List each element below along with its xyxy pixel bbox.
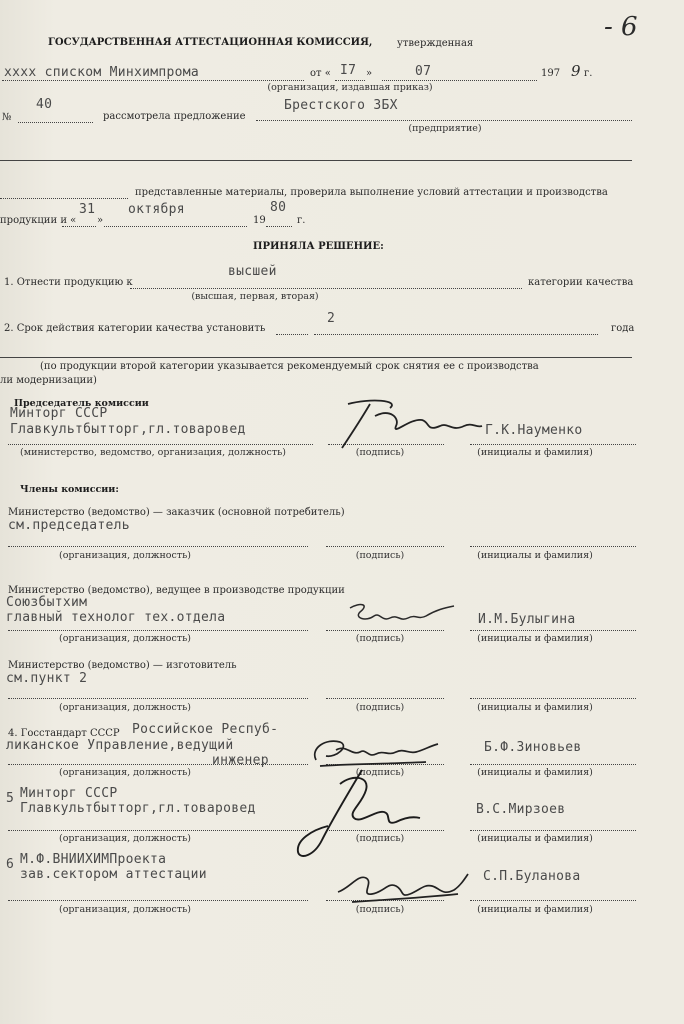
member4-name-caption: (инициалы и фамилия) bbox=[477, 767, 593, 778]
quality-category-value: высшей bbox=[228, 264, 277, 279]
chairman-name: Г.К.Науменко bbox=[485, 423, 583, 438]
production-day: 31 bbox=[79, 202, 96, 217]
member5-org-line bbox=[8, 830, 308, 831]
member1-value: см.председатель bbox=[8, 518, 130, 533]
production-day-line bbox=[62, 226, 96, 227]
item1-suffix: категории качества bbox=[528, 277, 634, 288]
number-line bbox=[18, 122, 93, 123]
member6-sign-caption: (подпись) bbox=[355, 904, 405, 915]
item2-label: 2. Срок действия категории качества установить bbox=[4, 323, 266, 334]
member4-line2: ликанское Управление,ведущий bbox=[6, 738, 234, 753]
order-year-prefix: 197 bbox=[541, 68, 561, 79]
issuer-line bbox=[2, 80, 304, 81]
issuer-value: хххх списком Минхимпрома bbox=[4, 65, 200, 80]
member2-signature bbox=[346, 598, 456, 634]
chairman-label: Председатель комиссии bbox=[14, 398, 149, 409]
approved-label: утвержденная bbox=[397, 38, 474, 49]
member5-num: 5 bbox=[6, 791, 15, 806]
member5-sign-caption: (подпись) bbox=[355, 833, 405, 844]
production-month-line bbox=[104, 226, 247, 227]
member3-name-line bbox=[470, 698, 636, 699]
blank-line bbox=[0, 160, 632, 161]
member3-label: Министерство (ведомство) — изготовитель bbox=[8, 660, 237, 671]
member1-name-line bbox=[470, 546, 636, 547]
production-close-quote: » bbox=[97, 215, 104, 226]
number-label: № bbox=[2, 112, 12, 123]
enterprise-line bbox=[256, 120, 632, 121]
chairman-org-line1: Минторг СССР bbox=[10, 406, 108, 421]
member1-org-line bbox=[8, 546, 308, 547]
member4-label: 4. Госстандарт СССР bbox=[8, 728, 120, 739]
member6-org-caption: (организация, должность) bbox=[59, 904, 191, 915]
order-month-line bbox=[382, 80, 537, 81]
member2-label: Министерство (ведомство), ведущее в производстве продукции bbox=[8, 585, 345, 596]
member4-name-line bbox=[470, 764, 636, 765]
issuer-caption: (организация, издавшая приказ) bbox=[267, 82, 433, 93]
order-month: 07 bbox=[415, 64, 432, 79]
member3-sign-line bbox=[326, 698, 444, 699]
member3-sign-caption: (подпись) bbox=[355, 702, 405, 713]
member2-name-line bbox=[470, 630, 636, 631]
item1-line bbox=[130, 288, 522, 289]
chairman-sign-caption: (подпись) bbox=[355, 447, 405, 458]
member3-value: см.пункт 2 bbox=[6, 671, 88, 686]
materials-text: представленные материалы, проверила выполнение условий аттестации и производства bbox=[135, 187, 608, 198]
member4-org-caption: (организация, должность) bbox=[59, 767, 191, 778]
item2-rule bbox=[0, 357, 632, 358]
member1-label: Министерство (ведомство) — заказчик (основной потребитель) bbox=[8, 507, 345, 518]
production-year-suffix: 80 bbox=[270, 200, 287, 215]
production-label: продукции и « bbox=[0, 215, 77, 226]
member2-sign-caption: (подпись) bbox=[355, 633, 405, 644]
order-day: I7 bbox=[340, 63, 357, 78]
date-close-quote: » bbox=[366, 68, 373, 79]
production-month: октября bbox=[128, 202, 185, 217]
item1-caption: (высшая, первая, вторая) bbox=[191, 291, 319, 302]
member6-signature bbox=[330, 860, 470, 910]
member5-line1: Минторг СССР bbox=[20, 786, 118, 801]
member5-signature bbox=[292, 760, 442, 866]
member6-num: 6 bbox=[6, 857, 15, 872]
item1-label: 1. Отнести продукцию к bbox=[4, 277, 133, 288]
production-year-line bbox=[266, 226, 292, 227]
chairman-org-line bbox=[8, 444, 313, 445]
member2-org-caption: (организация, должность) bbox=[59, 633, 191, 644]
member2-line1: Союзбытхим bbox=[6, 595, 88, 610]
chairman-signature bbox=[330, 396, 490, 456]
chairman-org-caption: (министерство, ведомство, организация, должность) bbox=[20, 447, 286, 458]
chairman-name-line bbox=[470, 444, 636, 445]
note-line1: (по продукции второй категории указывается рекомендуемый срок снятия ее с производства bbox=[40, 361, 539, 372]
enterprise-value: Брестского ЗБХ bbox=[284, 98, 398, 113]
materials-line bbox=[0, 198, 128, 199]
member5-name-line bbox=[470, 830, 636, 831]
validity-years-value: 2 bbox=[327, 311, 336, 326]
item2-line bbox=[314, 334, 598, 335]
member6-line2: зав.сектором аттестации bbox=[20, 867, 207, 882]
commission-title: ГОСУДАРСТВЕННАЯ АТТЕСТАЦИОННАЯ КОМИССИЯ, bbox=[48, 37, 373, 48]
member1-sign-caption: (подпись) bbox=[355, 550, 405, 561]
item2-line-lead bbox=[276, 334, 308, 335]
member1-name-caption: (инициалы и фамилия) bbox=[477, 550, 593, 561]
member5-name: В.С.Мирзоев bbox=[476, 802, 566, 817]
date-from-label: от « bbox=[310, 68, 331, 79]
member6-name-caption: (инициалы и фамилия) bbox=[477, 904, 593, 915]
member2-org-line bbox=[8, 630, 308, 631]
members-label: Члены комиссии: bbox=[20, 484, 119, 495]
member4-sign-caption: (подпись) bbox=[355, 767, 405, 778]
page-number-mark: - 6 bbox=[604, 12, 638, 42]
member6-org-line bbox=[8, 900, 308, 901]
member2-name-caption: (инициалы и фамилия) bbox=[477, 633, 593, 644]
order-day-line bbox=[335, 80, 365, 81]
member1-org-caption: (организация, должность) bbox=[59, 550, 191, 561]
member1-sign-line bbox=[326, 546, 444, 547]
member3-org-line bbox=[8, 698, 308, 699]
member5-name-caption: (инициалы и фамилия) bbox=[477, 833, 593, 844]
member4-line3: инженер bbox=[212, 753, 269, 768]
reviewed-label: рассмотрела предложение bbox=[103, 111, 246, 122]
member6-name: С.П.Буланова bbox=[483, 869, 581, 884]
member4-name: Б.Ф.Зиновьев bbox=[484, 740, 582, 755]
member6-line1: М.Ф.ВНИИХИМПроекта bbox=[20, 852, 167, 867]
chairman-org-line2: Главкультбытторг,гл.товаровед bbox=[10, 422, 246, 437]
member6-name-line bbox=[470, 900, 636, 901]
member2-name: И.М.Булыгина bbox=[478, 612, 576, 627]
member5-org-caption: (организация, должность) bbox=[59, 833, 191, 844]
note-line2: ли модернизации) bbox=[0, 375, 97, 386]
chairman-name-caption: (инициалы и фамилия) bbox=[477, 447, 593, 458]
member2-line2: главный технолог тех.отдела bbox=[6, 610, 226, 625]
order-year-suffix: 9 bbox=[571, 62, 581, 80]
order-year-g: г. bbox=[584, 68, 593, 79]
production-year-g: г. bbox=[297, 215, 306, 226]
decision-title: ПРИНЯЛА РЕШЕНИЕ: bbox=[253, 241, 384, 252]
member4-org-line bbox=[8, 764, 308, 765]
member4-line1: Российское Респуб- bbox=[132, 722, 279, 737]
enterprise-caption: (предприятие) bbox=[408, 123, 482, 134]
member3-name-caption: (инициалы и фамилия) bbox=[477, 702, 593, 713]
member5-line2: Главкультбытторг,гл.товаровед bbox=[20, 801, 256, 816]
number-value: 40 bbox=[36, 97, 53, 112]
item2-suffix: года bbox=[611, 323, 635, 334]
member3-org-caption: (организация, должность) bbox=[59, 702, 191, 713]
production-year-prefix: 19 bbox=[253, 215, 266, 226]
